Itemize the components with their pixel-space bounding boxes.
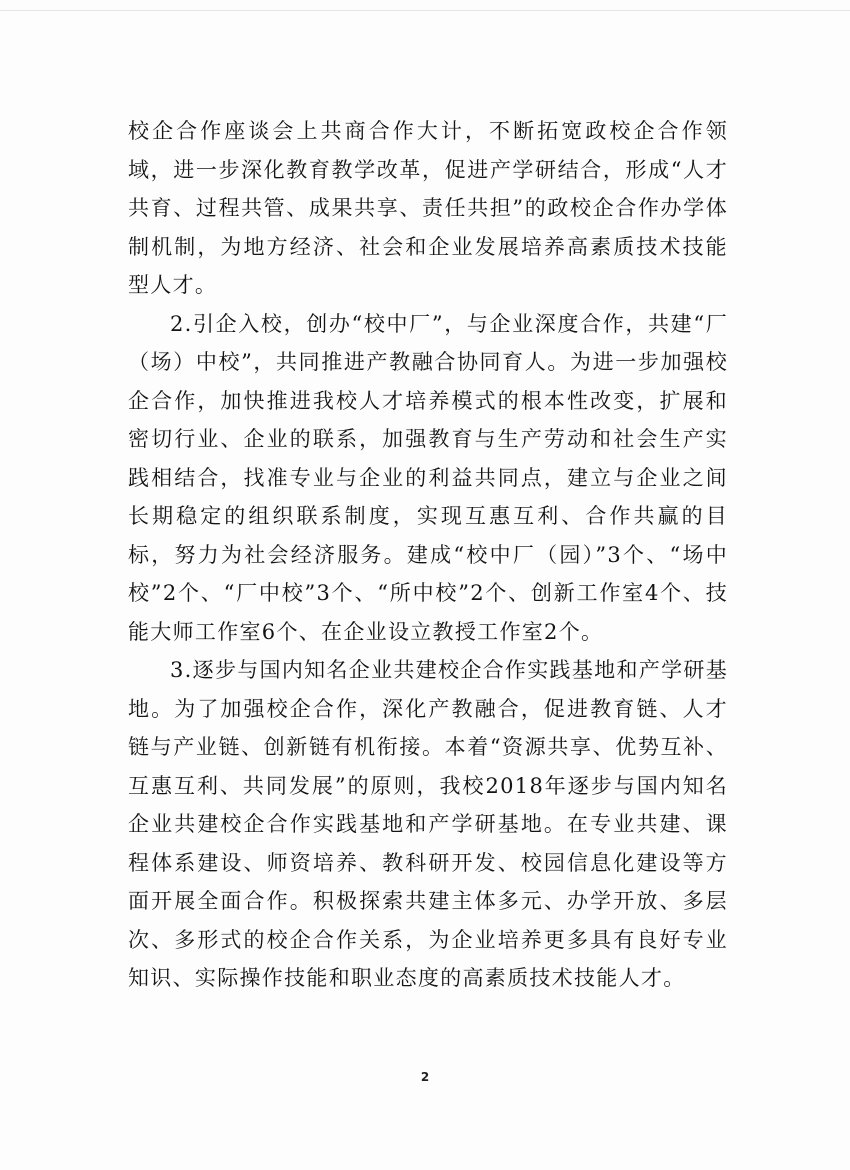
paragraph-item-3: 3.逐步与国内知名企业共建校企合作实践基地和产学研基地。为了加强校企合作，深化产教融合，促进教育链、人才链与产业链、创新链有机衔接。本着“资源共享、优势互补、互惠互利、共同发展”的原则，我校2018年逐步与国内知名企业共建校企合作实践基地和产学研基地。在专业共建、课程体系建设、师资培养、教科研开发、校园信息化建设等方面开展全面合作。积极探索共建主体多元、办学开放、多层次、多形式的校企合作关系，为企业培养更多具有良好专业知识、实际操作技能和职业态度的高素质技术技能人才。 <box>128 658 728 990</box>
body-text <box>128 112 728 998</box>
paragraph-item-2: 2.引企入校，创办“校中厂”，与企业深度合作，共建“厂（场）中校”，共同推进产教融合协同育人。为进一步加强校企合作，加快推进我校人才培养模式的根本性改变，扩展和密切行业、企业的联系，加强教育与生产劳动和社会生产实践相结合，找准专业与企业的利益共同点，建立与企业之间长期稳定的组织联系制度，实现互惠互利、合作共赢的目标，努力为社会经济服务。建成“校中厂（园）”3个、“场中校”2个、“厂中校”3个、“所中校”2个、创新工作室4个、技能大师工作室6个、在企业设立教授工作室2个。 <box>128 311 728 644</box>
page-number: 2 <box>420 1070 430 1084</box>
scan-top-edge <box>0 0 850 11</box>
paragraph-continuation: 校企合作座谈会上共商合作大计，不断拓宽政校企合作领域，进一步深化教育教学改革，促进产学研结合，形成“人才共育、过程共管、成果共享、责任共担”的政校企合作办学体制机制，为地方经济、社会和企业发展培养高素质技术技能型人才。 <box>128 119 728 297</box>
